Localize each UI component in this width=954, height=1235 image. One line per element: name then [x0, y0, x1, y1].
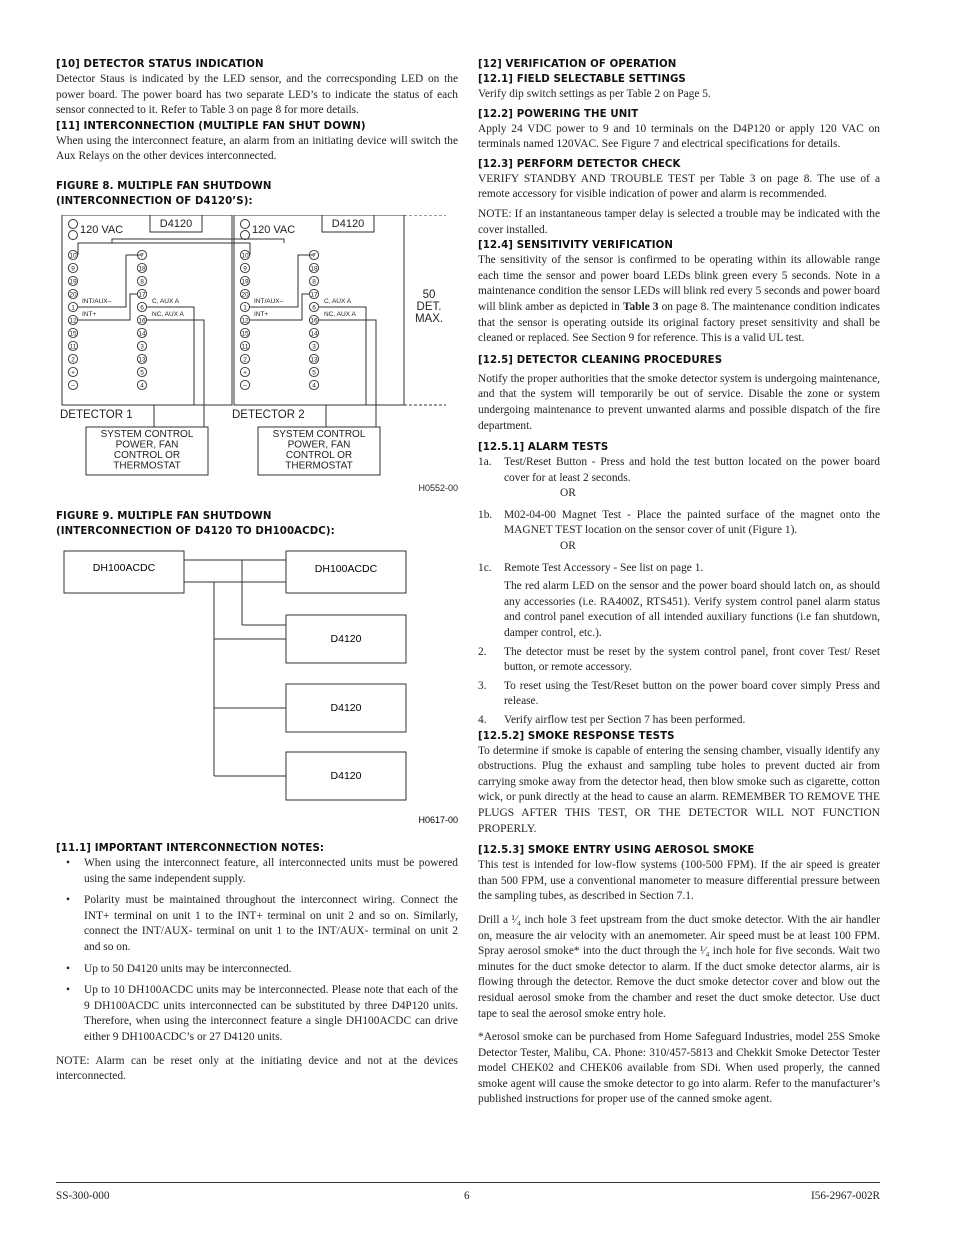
terminal-number: 6	[140, 304, 144, 312]
list-item: 3. To reset using the Test/Reset button on the power board cover simply Press and release.	[478, 679, 880, 708]
terminal-number: 4	[140, 382, 144, 390]
section-12-2-body: Apply 24 VDC power to 9 and 10 terminals on the D4P120 or apply 120 VAC on terminals named 120VAC. See Figure 7 and electrical specifications for details.	[478, 122, 880, 151]
c-aux-label: C, AUX A	[324, 297, 352, 305]
vac-terminal-icon	[241, 219, 250, 228]
terminal-number: 4	[312, 382, 316, 390]
section-10-heading: [10] DETECTOR STATUS INDICATION	[56, 59, 264, 70]
alarm-tests-list	[478, 455, 880, 486]
list-item: • Polarity must be maintained throughout the interconnect wiring. Connect the INT+ terminal on unit 1 to the INT+ terminal on unit 2 and so on. Similarly, connect the INT/AUX- terminal on unit 1 to the INT/AUX- terminal on unit 2 and so on.	[84, 893, 458, 955]
left-column	[56, 57, 458, 1085]
figure-9-title-line1: FIGURE 9. MULTIPLE FAN SHUTDOWN	[56, 510, 272, 522]
page-number: 6	[464, 1190, 470, 1202]
terminal-number: 17	[310, 291, 318, 299]
terminal-number: 2	[243, 356, 247, 364]
terminal-number: 14	[138, 330, 146, 338]
system-control-label: SYSTEM CONTROL	[272, 428, 366, 440]
figure-9-code: H0617-00	[418, 814, 458, 825]
detector-1-label: DETECTOR 1	[60, 408, 133, 421]
vac-terminal-icon	[69, 219, 78, 228]
interconnect-wire	[112, 239, 284, 243]
page-footer	[56, 1182, 880, 1202]
terminal-number: 18	[310, 265, 318, 273]
figure-8-title-line2: (INTERCONNECTION OF D4120’S):	[56, 195, 253, 207]
list-item: 2. The detector must be reset by the system control panel, front cover Test/ Reset button, or remote accessory.	[478, 645, 880, 674]
footer-doc-id: SS-300-000	[56, 1190, 110, 1202]
vac-terminal-icon	[69, 230, 78, 239]
section-12-4-heading: [12.4] SENSITIVITY VERIFICATION	[478, 240, 674, 252]
list-item: • Up to 10 DH100ACDC units may be interconnected. Please note that each of the 9 DH100ACDC units interconnected can be substituted by three D4P120 units. Therefore, when using the interconnect feature a single DH100ACDC can drive either 9 DH100ACDC’s or 27 D4120 units.	[84, 983, 458, 1045]
list-item: • When using the interconnect feature, all interconnected units must be powered using the same independent supply.	[84, 856, 458, 887]
system-control-label: THERMOSTAT	[113, 460, 181, 472]
model-label: D4120	[331, 217, 365, 230]
dh100acdc-box-label: DH100ACDC	[314, 562, 378, 575]
section-12-4-body: The sensitivity of the sensor is confirmed to be operating within its allowable range each time the sensor and power board LEDs blink green every 5 seconds. Note in a maintenance condition the sensor LEDs will blink red every 5 seconds and power board will blink amber as depicted in Table 3 on page 8. The maintenance condition indicates that the sensor is operating outside its original factory preset sensitivity and shall be cleaned or replaced. See Section 9 for reference. This is a valid UL test.	[478, 254, 880, 345]
wire	[319, 320, 376, 405]
list-item: 1a. Test/Reset Button - Press and hold the test button located on the power board cover for at least 2 seconds.	[478, 456, 880, 484]
terminal-number: 10	[69, 252, 77, 260]
system-control-label: POWER, FAN	[287, 439, 351, 451]
alarm-reset-note: NOTE: Alarm can be reset only at the initiating device and not at the devices interconnected.	[56, 1054, 458, 1083]
interconnection-notes-list	[56, 856, 458, 1046]
terminal-number: 20	[241, 291, 249, 299]
terminal-number: 7	[312, 252, 316, 260]
system-control-label: SYSTEM CONTROL	[100, 428, 194, 440]
terminal-number: 9	[243, 265, 247, 273]
terminal-number: 13	[310, 356, 318, 364]
d4120-box-3-label: D4120	[330, 769, 362, 782]
section-12-3-body: VERIFY STANDBY AND TROUBLE TEST per Table 3 on page 8. The use of a remote accessory for visible indication of power and alarm is recommended.	[478, 172, 880, 201]
interconnect-wire	[78, 243, 250, 255]
figure-8-diagram	[56, 215, 458, 501]
system-control-label: CONTROL OR	[113, 449, 181, 461]
dh100acdc-main-label: DH100ACDC	[92, 561, 156, 574]
terminal-number: 11	[241, 343, 249, 351]
section-12-1-body: Verify dip switch settings as per Table 2 on Page 5.	[478, 88, 711, 100]
vac-label: 120 VAC	[252, 223, 296, 236]
terminal-number: 2	[71, 356, 75, 364]
section-11-1-heading: [11.1] IMPORTANT INTERCONNECTION NOTES:	[56, 842, 325, 854]
figure-9-title-line2: (INTERCONNECTION OF D4120 TO DH100ACDC):	[56, 525, 335, 537]
section-10-body: Detector Staus is indicated by the LED sensor, and the correcsponding LED on the power board. The power board has two separate LED’s to indicate the status of each sensor connected to it. Refer to Table 3 on page 8 for more details.	[56, 73, 458, 117]
max-detectors-label: DET.	[416, 300, 442, 313]
section-12-1-heading: [12.1] FIELD SELECTABLE SETTINGS	[478, 74, 686, 85]
terminal-number: 12	[69, 317, 77, 325]
terminal-number: 12	[241, 317, 249, 325]
terminal-number: 10	[241, 252, 249, 260]
terminal-number: +	[71, 369, 75, 377]
or-label: OR	[560, 487, 576, 500]
system-control-label: POWER, FAN	[115, 439, 179, 451]
terminal-number: 15	[69, 330, 77, 338]
list-item: 4. Verify airflow test per Section 7 has been performed.	[478, 714, 746, 726]
terminal-number: 5	[312, 369, 316, 377]
terminal-number: 11	[69, 343, 77, 351]
int-plus-label: INT+	[82, 310, 97, 318]
right-column	[478, 57, 880, 1108]
figure-9-diagram	[56, 545, 458, 837]
figure-8-code: H0552-00	[418, 482, 458, 493]
figure-9-wiring	[184, 560, 286, 776]
section-12-5-3-para1: This test is intended for low-flow systems (100-500 FPM). If the air speed is greater than 500 FPM, use a conventional manometer to measure differential pressure between the sampling tubes, as described in Section 7.1.	[478, 859, 880, 903]
terminal-number: 3	[312, 343, 316, 351]
nc-aux-label: NC, AUX A	[324, 310, 356, 318]
wire	[147, 307, 194, 405]
section-12-5-3-para2: Drill a ¹⁄₄ inch hole 3 feet upstream from the duct smoke detector. With the air handler on, measure the air velocity with an anemometer. Air speed must be at least 100 FPM. Spray aerosol smoke* into the duct through the ¹⁄₄ inch hole for five seconds. Wait two minutes for the duct smoke detector to alarm. If the duct smoke detector alarms, air is flowing through the detector. Remove the duct smoke detector cover and blow out the residual aerosol smoke from the chamber and reset the duct smoke detector. Use duct tape to seal the aerosol smoke entry hole.	[478, 913, 880, 1020]
list-item: 1b. M02-04-00 Magnet Test - Place the painted surface of the magnet onto the MAGNET TEST location on the sensor cover of unit (Figure 1).	[478, 508, 880, 537]
d4120-box-2-label: D4120	[330, 701, 362, 714]
terminal-number: –	[71, 382, 75, 390]
alarm-test-result: The red alarm LED on the sensor and the power board should latch on, as should any accessories (i.e. RA400Z, RTS451). Verify system control panel alarm status and control panel execution of all intended auxiliary functions (i.e fan shutdown, damper control, etc.).	[504, 580, 880, 640]
terminal-number: 16	[310, 317, 318, 325]
section-12-5-3-para3: *Aerosol smoke can be purchased from Home Safeguard Industries, model 25S Smoke Detector Tester, Malibu, CA. Phone: 310/457-5813 and Chekkit Smoke Detector Tester model CHEK02 and CHEK06 available from SDi. When used properly, the canned smoke agent will cause the smoke detector to go into alarm. Refer to the manufacturer’s published instructions for proper use of the canned smoke agent.	[478, 1031, 880, 1106]
terminal-number: 13	[138, 356, 146, 364]
section-12-5-2-heading: [12.5.2] SMOKE RESPONSE TESTS	[478, 730, 675, 742]
terminal-number: –	[243, 382, 247, 390]
nc-aux-label: NC, AUX A	[152, 310, 184, 318]
max-detectors-label: MAX.	[414, 312, 444, 325]
section-12-3-note: NOTE: If an instantaneous tamper delay is selected a trouble may be indicated with the cover installed.	[478, 207, 880, 236]
section-12-5-3-heading: [12.5.3] SMOKE ENTRY USING AEROSOL SMOKE	[478, 845, 755, 857]
section-11-heading: [11] INTERCONNECTION (MULTIPLE FAN SHUT DOWN)	[56, 120, 366, 132]
section-12-heading: [12] VERIFICATION OF OPERATION	[478, 59, 677, 70]
terminal-number: 17	[138, 291, 146, 299]
system-control-label: THERMOSTAT	[285, 460, 353, 472]
or-label: OR	[560, 540, 576, 553]
int-plus-label: INT+	[254, 310, 269, 318]
terminal-number: 5	[140, 369, 144, 377]
detector-2-label: DETECTOR 2	[232, 408, 305, 421]
list-item: 1c. Remote Test Accessory - See list on page 1.	[478, 561, 704, 574]
section-12-2-heading: [12.2] POWERING THE UNIT	[478, 108, 639, 120]
terminal-number: 1	[71, 304, 75, 312]
list-item: • Up to 50 D4120 units may be interconnected.	[84, 962, 458, 978]
section-12-5-body: Notify the proper authorities that the smoke detector system is undergoing maintenance, and that the system will temporarily be out of service. Disable the zone or system undergoing maintenance to prevent unwanted alarms and possible dispatch of the fire department.	[478, 372, 880, 432]
terminal-number: 19	[69, 278, 77, 286]
terminal-number: 6	[312, 304, 316, 312]
int-aux-label: INT/AUX–	[254, 297, 284, 305]
system-control-label: CONTROL OR	[285, 449, 353, 461]
vac-label: 120 VAC	[80, 223, 124, 236]
terminal-number: 19	[241, 278, 249, 286]
model-label: D4120	[159, 217, 193, 230]
terminal-number: 9	[71, 265, 75, 273]
section-12-3-heading: [12.3] PERFORM DETECTOR CHECK	[478, 158, 681, 170]
terminal-number: 3	[140, 343, 144, 351]
section-12-5-2-body: To determine if smoke is capable of entering the sensing chamber, visually identify any obstructions. Plug the exhaust and sampling tube holes to prevent ducted air from carrying smoke away from the detector head, then blow smoke such as cigarette, cotton wick, or punk directly at the head to cause an alarm. REMEMBER TO REMOVE THE PLUGS AFTER THIS TEST, OR THE DETECTOR WILL NOT FUNCTION PROPERLY.	[478, 744, 880, 835]
terminal-number: 1	[243, 304, 247, 312]
footer-part-number: I56-2967-002R	[811, 1190, 880, 1202]
terminal-number: 8	[140, 278, 144, 286]
wire	[147, 320, 204, 405]
terminal-number: 15	[241, 330, 249, 338]
c-aux-label: C, AUX A	[152, 297, 180, 305]
terminal-number: 16	[138, 317, 146, 325]
wire	[319, 307, 366, 405]
section-12-5-heading: [12.5] DETECTOR CLEANING PROCEDURES	[478, 354, 723, 366]
detector-2-box	[234, 215, 404, 405]
figure-8-title-line1: FIGURE 8. MULTIPLE FAN SHUTDOWN	[56, 180, 272, 192]
terminal-number: 7	[140, 252, 144, 260]
terminal-number: 8	[312, 278, 316, 286]
d4120-box-1-label: D4120	[330, 632, 362, 645]
int-aux-label: INT/AUX–	[82, 297, 112, 305]
max-detectors-label: 50	[422, 288, 436, 301]
section-12-5-1-heading: [12.5.1] ALARM TESTS	[478, 442, 609, 454]
terminal-number: 14	[310, 330, 318, 338]
section-11-body: When using the interconnect feature, an alarm from an initiating device will switch the Aux Relays on the other devices interconnected.	[56, 134, 458, 163]
terminal-number: 18	[138, 265, 146, 273]
terminal-number: +	[243, 369, 247, 377]
vac-terminal-icon	[241, 230, 250, 239]
terminal-number: 20	[69, 291, 77, 299]
